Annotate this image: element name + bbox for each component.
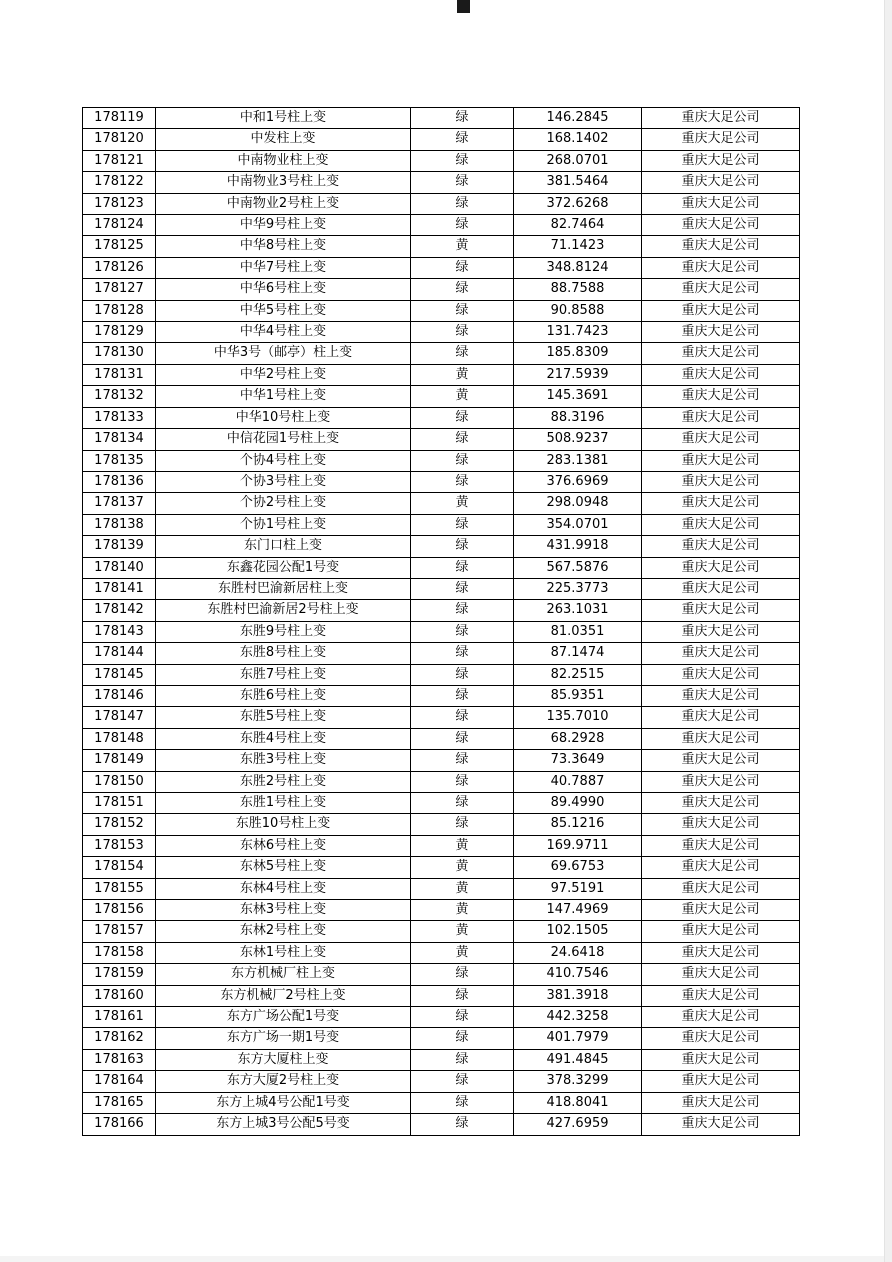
cell-status: 黄 bbox=[411, 835, 514, 856]
table-row bbox=[83, 557, 800, 578]
table-row bbox=[83, 429, 800, 450]
cell-company: 重庆大足公司 bbox=[642, 921, 800, 942]
cell-status: 黄 bbox=[411, 942, 514, 963]
cell-name: 东方广场公配1号变 bbox=[156, 1007, 411, 1028]
cell-id: 178120 bbox=[83, 129, 156, 150]
cell-name: 东胜2号柱上变 bbox=[156, 771, 411, 792]
cell-company: 重庆大足公司 bbox=[642, 172, 800, 193]
cell-company: 重庆大足公司 bbox=[642, 300, 800, 321]
table-row bbox=[83, 600, 800, 621]
cell-name: 个协2号柱上变 bbox=[156, 493, 411, 514]
cell-company: 重庆大足公司 bbox=[642, 536, 800, 557]
cell-status: 绿 bbox=[411, 1049, 514, 1070]
cell-company: 重庆大足公司 bbox=[642, 279, 800, 300]
cell-id: 178119 bbox=[83, 108, 156, 129]
cell-status: 绿 bbox=[411, 643, 514, 664]
table-row bbox=[83, 900, 800, 921]
cell-value: 71.1423 bbox=[514, 236, 642, 257]
cell-id: 178154 bbox=[83, 857, 156, 878]
table-row bbox=[83, 921, 800, 942]
cell-value: 410.7546 bbox=[514, 964, 642, 985]
table-row bbox=[83, 514, 800, 535]
cell-status: 绿 bbox=[411, 1092, 514, 1113]
cell-value: 85.9351 bbox=[514, 685, 642, 706]
cell-name: 东胜村巴渝新居2号柱上变 bbox=[156, 600, 411, 621]
cell-name: 个协4号柱上变 bbox=[156, 450, 411, 471]
cell-name: 中华7号柱上变 bbox=[156, 257, 411, 278]
cell-id: 178142 bbox=[83, 600, 156, 621]
cell-company: 重庆大足公司 bbox=[642, 364, 800, 385]
table-row bbox=[83, 257, 800, 278]
table-row bbox=[83, 279, 800, 300]
cell-value: 85.1216 bbox=[514, 814, 642, 835]
cell-name: 个协1号柱上变 bbox=[156, 514, 411, 535]
cell-name: 东胜村巴渝新居柱上变 bbox=[156, 578, 411, 599]
cell-name: 中华6号柱上变 bbox=[156, 279, 411, 300]
cell-name: 中信花园1号柱上变 bbox=[156, 429, 411, 450]
cell-status: 绿 bbox=[411, 150, 514, 171]
cell-status: 黄 bbox=[411, 878, 514, 899]
table-row bbox=[83, 664, 800, 685]
cell-company: 重庆大足公司 bbox=[642, 664, 800, 685]
cell-company: 重庆大足公司 bbox=[642, 857, 800, 878]
cell-name: 中南物业柱上变 bbox=[156, 150, 411, 171]
cell-status: 绿 bbox=[411, 621, 514, 642]
table-row bbox=[83, 643, 800, 664]
cell-name: 东胜9号柱上变 bbox=[156, 621, 411, 642]
cell-status: 绿 bbox=[411, 322, 514, 343]
cell-name: 东胜10号柱上变 bbox=[156, 814, 411, 835]
cell-name: 东林5号柱上变 bbox=[156, 857, 411, 878]
table-row bbox=[83, 236, 800, 257]
cell-company: 重庆大足公司 bbox=[642, 429, 800, 450]
cell-company: 重庆大足公司 bbox=[642, 236, 800, 257]
cell-id: 178147 bbox=[83, 707, 156, 728]
table-row bbox=[83, 193, 800, 214]
cell-company: 重庆大足公司 bbox=[642, 386, 800, 407]
cell-id: 178153 bbox=[83, 835, 156, 856]
cell-status: 绿 bbox=[411, 471, 514, 492]
cell-name: 东方上城3号公配5号变 bbox=[156, 1114, 411, 1135]
cell-value: 354.0701 bbox=[514, 514, 642, 535]
cell-status: 绿 bbox=[411, 450, 514, 471]
cell-value: 81.0351 bbox=[514, 621, 642, 642]
cell-id: 178161 bbox=[83, 1007, 156, 1028]
cell-id: 178165 bbox=[83, 1092, 156, 1113]
cell-value: 69.6753 bbox=[514, 857, 642, 878]
cell-status: 绿 bbox=[411, 215, 514, 236]
cell-value: 89.4990 bbox=[514, 793, 642, 814]
cell-id: 178155 bbox=[83, 878, 156, 899]
cell-name: 中华10号柱上变 bbox=[156, 407, 411, 428]
cell-value: 145.3691 bbox=[514, 386, 642, 407]
table-row bbox=[83, 750, 800, 771]
table-row bbox=[83, 343, 800, 364]
cell-company: 重庆大足公司 bbox=[642, 1071, 800, 1092]
cell-company: 重庆大足公司 bbox=[642, 685, 800, 706]
cell-name: 东胜3号柱上变 bbox=[156, 750, 411, 771]
cell-value: 90.8588 bbox=[514, 300, 642, 321]
table-row bbox=[83, 814, 800, 835]
cell-company: 重庆大足公司 bbox=[642, 514, 800, 535]
cell-id: 178136 bbox=[83, 471, 156, 492]
cell-status: 绿 bbox=[411, 343, 514, 364]
cell-id: 178158 bbox=[83, 942, 156, 963]
cell-company: 重庆大足公司 bbox=[642, 1049, 800, 1070]
table-row bbox=[83, 1092, 800, 1113]
cell-name: 个协3号柱上变 bbox=[156, 471, 411, 492]
cell-id: 178122 bbox=[83, 172, 156, 193]
cell-company: 重庆大足公司 bbox=[642, 108, 800, 129]
cell-id: 178163 bbox=[83, 1049, 156, 1070]
cell-id: 178130 bbox=[83, 343, 156, 364]
cell-company: 重庆大足公司 bbox=[642, 322, 800, 343]
cell-status: 绿 bbox=[411, 257, 514, 278]
table-row bbox=[83, 1049, 800, 1070]
table-row bbox=[83, 793, 800, 814]
cell-value: 376.6969 bbox=[514, 471, 642, 492]
cell-name: 东方广场一期1号变 bbox=[156, 1028, 411, 1049]
cell-status: 绿 bbox=[411, 750, 514, 771]
cell-value: 427.6959 bbox=[514, 1114, 642, 1135]
cell-company: 重庆大足公司 bbox=[642, 750, 800, 771]
cell-name: 中华1号柱上变 bbox=[156, 386, 411, 407]
table-row bbox=[83, 1071, 800, 1092]
cell-value: 567.5876 bbox=[514, 557, 642, 578]
cell-name: 中华9号柱上变 bbox=[156, 215, 411, 236]
table-row bbox=[83, 450, 800, 471]
cell-company: 重庆大足公司 bbox=[642, 900, 800, 921]
cell-id: 178141 bbox=[83, 578, 156, 599]
cell-value: 147.4969 bbox=[514, 900, 642, 921]
cell-id: 178162 bbox=[83, 1028, 156, 1049]
table-row bbox=[83, 857, 800, 878]
table-row bbox=[83, 300, 800, 321]
cell-id: 178133 bbox=[83, 407, 156, 428]
cell-status: 绿 bbox=[411, 664, 514, 685]
cell-value: 217.5939 bbox=[514, 364, 642, 385]
cell-status: 绿 bbox=[411, 300, 514, 321]
cell-value: 298.0948 bbox=[514, 493, 642, 514]
cell-name: 东方机械厂柱上变 bbox=[156, 964, 411, 985]
cell-company: 重庆大足公司 bbox=[642, 814, 800, 835]
cell-name: 东方大厦柱上变 bbox=[156, 1049, 411, 1070]
cell-value: 135.7010 bbox=[514, 707, 642, 728]
cell-company: 重庆大足公司 bbox=[642, 835, 800, 856]
table-row bbox=[83, 771, 800, 792]
cell-name: 中华5号柱上变 bbox=[156, 300, 411, 321]
cell-id: 178146 bbox=[83, 685, 156, 706]
table-row bbox=[83, 985, 800, 1006]
cell-id: 178157 bbox=[83, 921, 156, 942]
cell-name: 东方大厦2号柱上变 bbox=[156, 1071, 411, 1092]
cell-value: 381.3918 bbox=[514, 985, 642, 1006]
cell-name: 中南物业2号柱上变 bbox=[156, 193, 411, 214]
cell-value: 225.3773 bbox=[514, 578, 642, 599]
cell-company: 重庆大足公司 bbox=[642, 643, 800, 664]
cell-status: 绿 bbox=[411, 728, 514, 749]
cell-company: 重庆大足公司 bbox=[642, 215, 800, 236]
cell-id: 178160 bbox=[83, 985, 156, 1006]
cell-name: 东鑫花园公配1号变 bbox=[156, 557, 411, 578]
cell-value: 185.8309 bbox=[514, 343, 642, 364]
table-row bbox=[83, 536, 800, 557]
cell-id: 178143 bbox=[83, 621, 156, 642]
cell-status: 绿 bbox=[411, 429, 514, 450]
cell-id: 178151 bbox=[83, 793, 156, 814]
cell-status: 绿 bbox=[411, 814, 514, 835]
cell-status: 黄 bbox=[411, 857, 514, 878]
cell-company: 重庆大足公司 bbox=[642, 707, 800, 728]
cell-company: 重庆大足公司 bbox=[642, 343, 800, 364]
cell-company: 重庆大足公司 bbox=[642, 771, 800, 792]
cell-status: 黄 bbox=[411, 364, 514, 385]
cell-company: 重庆大足公司 bbox=[642, 578, 800, 599]
cell-value: 40.7887 bbox=[514, 771, 642, 792]
cell-company: 重庆大足公司 bbox=[642, 257, 800, 278]
cell-status: 绿 bbox=[411, 514, 514, 535]
table-row bbox=[83, 621, 800, 642]
cell-company: 重庆大足公司 bbox=[642, 600, 800, 621]
cell-company: 重庆大足公司 bbox=[642, 964, 800, 985]
cell-name: 东胜8号柱上变 bbox=[156, 643, 411, 664]
cell-id: 178129 bbox=[83, 322, 156, 343]
table-row bbox=[83, 172, 800, 193]
table-row bbox=[83, 707, 800, 728]
cell-name: 中南物业3号柱上变 bbox=[156, 172, 411, 193]
cell-status: 绿 bbox=[411, 1071, 514, 1092]
table-row bbox=[83, 129, 800, 150]
cell-value: 73.3649 bbox=[514, 750, 642, 771]
cell-value: 401.7979 bbox=[514, 1028, 642, 1049]
table-row bbox=[83, 493, 800, 514]
cell-value: 268.0701 bbox=[514, 150, 642, 171]
cell-status: 绿 bbox=[411, 536, 514, 557]
cell-company: 重庆大足公司 bbox=[642, 1114, 800, 1135]
table-row bbox=[83, 964, 800, 985]
cell-value: 82.7464 bbox=[514, 215, 642, 236]
cell-id: 178150 bbox=[83, 771, 156, 792]
cell-status: 黄 bbox=[411, 900, 514, 921]
cell-id: 178164 bbox=[83, 1071, 156, 1092]
cell-company: 重庆大足公司 bbox=[642, 129, 800, 150]
cell-name: 东林3号柱上变 bbox=[156, 900, 411, 921]
cell-status: 绿 bbox=[411, 685, 514, 706]
table-row bbox=[83, 364, 800, 385]
cell-status: 绿 bbox=[411, 108, 514, 129]
cell-id: 178127 bbox=[83, 279, 156, 300]
cell-name: 东林2号柱上变 bbox=[156, 921, 411, 942]
cell-value: 169.9711 bbox=[514, 835, 642, 856]
cell-status: 绿 bbox=[411, 193, 514, 214]
cell-name: 东胜1号柱上变 bbox=[156, 793, 411, 814]
cell-value: 131.7423 bbox=[514, 322, 642, 343]
cell-value: 146.2845 bbox=[514, 108, 642, 129]
cell-status: 绿 bbox=[411, 129, 514, 150]
cell-name: 中发柱上变 bbox=[156, 129, 411, 150]
cell-company: 重庆大足公司 bbox=[642, 878, 800, 899]
table-row bbox=[83, 1028, 800, 1049]
cell-value: 442.3258 bbox=[514, 1007, 642, 1028]
cell-name: 东胜7号柱上变 bbox=[156, 664, 411, 685]
table-row bbox=[83, 1114, 800, 1135]
cell-value: 87.1474 bbox=[514, 643, 642, 664]
cell-value: 102.1505 bbox=[514, 921, 642, 942]
cell-value: 82.2515 bbox=[514, 664, 642, 685]
cell-value: 418.8041 bbox=[514, 1092, 642, 1113]
cell-company: 重庆大足公司 bbox=[642, 1007, 800, 1028]
cell-id: 178152 bbox=[83, 814, 156, 835]
cell-id: 178135 bbox=[83, 450, 156, 471]
cell-id: 178145 bbox=[83, 664, 156, 685]
cell-status: 绿 bbox=[411, 1007, 514, 1028]
cell-value: 168.1402 bbox=[514, 129, 642, 150]
cell-value: 378.3299 bbox=[514, 1071, 642, 1092]
cell-name: 东林1号柱上变 bbox=[156, 942, 411, 963]
cell-name: 中华4号柱上变 bbox=[156, 322, 411, 343]
table-row bbox=[83, 878, 800, 899]
cell-name: 东门口柱上变 bbox=[156, 536, 411, 557]
cell-company: 重庆大足公司 bbox=[642, 193, 800, 214]
cell-value: 491.4845 bbox=[514, 1049, 642, 1070]
cell-status: 绿 bbox=[411, 557, 514, 578]
cell-name: 东胜4号柱上变 bbox=[156, 728, 411, 749]
cell-company: 重庆大足公司 bbox=[642, 557, 800, 578]
cell-status: 黄 bbox=[411, 386, 514, 407]
cell-status: 绿 bbox=[411, 407, 514, 428]
cell-value: 88.7588 bbox=[514, 279, 642, 300]
cell-name: 中华8号柱上变 bbox=[156, 236, 411, 257]
cell-id: 178123 bbox=[83, 193, 156, 214]
cell-company: 重庆大足公司 bbox=[642, 1028, 800, 1049]
cell-value: 68.2928 bbox=[514, 728, 642, 749]
cell-value: 88.3196 bbox=[514, 407, 642, 428]
transformer-table bbox=[82, 107, 800, 1136]
cell-status: 绿 bbox=[411, 985, 514, 1006]
cell-value: 348.8124 bbox=[514, 257, 642, 278]
top-marker bbox=[457, 0, 470, 13]
table-row bbox=[83, 407, 800, 428]
cell-status: 绿 bbox=[411, 771, 514, 792]
cell-name: 东方上城4号公配1号变 bbox=[156, 1092, 411, 1113]
cell-company: 重庆大足公司 bbox=[642, 793, 800, 814]
cell-id: 178144 bbox=[83, 643, 156, 664]
cell-name: 东胜6号柱上变 bbox=[156, 685, 411, 706]
cell-company: 重庆大足公司 bbox=[642, 450, 800, 471]
table-row bbox=[83, 108, 800, 129]
cell-company: 重庆大足公司 bbox=[642, 1092, 800, 1113]
cell-value: 372.6268 bbox=[514, 193, 642, 214]
table-body bbox=[83, 108, 800, 1136]
table-row bbox=[83, 322, 800, 343]
cell-value: 283.1381 bbox=[514, 450, 642, 471]
cell-status: 黄 bbox=[411, 236, 514, 257]
cell-company: 重庆大足公司 bbox=[642, 621, 800, 642]
cell-status: 黄 bbox=[411, 493, 514, 514]
table-row bbox=[83, 835, 800, 856]
cell-id: 178134 bbox=[83, 429, 156, 450]
cell-id: 178138 bbox=[83, 514, 156, 535]
cell-value: 24.6418 bbox=[514, 942, 642, 963]
cell-status: 绿 bbox=[411, 172, 514, 193]
cell-id: 178139 bbox=[83, 536, 156, 557]
cell-value: 381.5464 bbox=[514, 172, 642, 193]
cell-id: 178148 bbox=[83, 728, 156, 749]
cell-company: 重庆大足公司 bbox=[642, 471, 800, 492]
cell-company: 重庆大足公司 bbox=[642, 985, 800, 1006]
cell-company: 重庆大足公司 bbox=[642, 728, 800, 749]
cell-status: 绿 bbox=[411, 578, 514, 599]
cell-id: 178137 bbox=[83, 493, 156, 514]
cell-company: 重庆大足公司 bbox=[642, 942, 800, 963]
cell-value: 97.5191 bbox=[514, 878, 642, 899]
cell-id: 178124 bbox=[83, 215, 156, 236]
cell-status: 绿 bbox=[411, 279, 514, 300]
table-row bbox=[83, 1007, 800, 1028]
cell-name: 东方机械厂2号柱上变 bbox=[156, 985, 411, 1006]
cell-name: 东林6号柱上变 bbox=[156, 835, 411, 856]
cell-value: 263.1031 bbox=[514, 600, 642, 621]
cell-name: 东林4号柱上变 bbox=[156, 878, 411, 899]
cell-company: 重庆大足公司 bbox=[642, 407, 800, 428]
cell-id: 178149 bbox=[83, 750, 156, 771]
cell-name: 中和1号柱上变 bbox=[156, 108, 411, 129]
cell-id: 178126 bbox=[83, 257, 156, 278]
table-row bbox=[83, 471, 800, 492]
table-row bbox=[83, 578, 800, 599]
cell-company: 重庆大足公司 bbox=[642, 150, 800, 171]
cell-status: 绿 bbox=[411, 964, 514, 985]
table-row bbox=[83, 215, 800, 236]
cell-id: 178140 bbox=[83, 557, 156, 578]
cell-status: 绿 bbox=[411, 1114, 514, 1135]
cell-id: 178121 bbox=[83, 150, 156, 171]
cell-status: 绿 bbox=[411, 1028, 514, 1049]
cell-status: 黄 bbox=[411, 921, 514, 942]
cell-id: 178128 bbox=[83, 300, 156, 321]
cell-id: 178166 bbox=[83, 1114, 156, 1135]
cell-name: 中华2号柱上变 bbox=[156, 364, 411, 385]
cell-company: 重庆大足公司 bbox=[642, 493, 800, 514]
cell-status: 绿 bbox=[411, 600, 514, 621]
cell-status: 绿 bbox=[411, 793, 514, 814]
table-row bbox=[83, 150, 800, 171]
table-row bbox=[83, 728, 800, 749]
table-row bbox=[83, 942, 800, 963]
cell-id: 178159 bbox=[83, 964, 156, 985]
cell-status: 绿 bbox=[411, 707, 514, 728]
cell-value: 431.9918 bbox=[514, 536, 642, 557]
cell-name: 东胜5号柱上变 bbox=[156, 707, 411, 728]
cell-id: 178156 bbox=[83, 900, 156, 921]
cell-value: 508.9237 bbox=[514, 429, 642, 450]
cell-id: 178131 bbox=[83, 364, 156, 385]
table-row bbox=[83, 386, 800, 407]
page-right-edge bbox=[884, 0, 892, 1262]
table-row bbox=[83, 685, 800, 706]
cell-id: 178132 bbox=[83, 386, 156, 407]
cell-name: 中华3号（邮亭）柱上变 bbox=[156, 343, 411, 364]
cell-id: 178125 bbox=[83, 236, 156, 257]
